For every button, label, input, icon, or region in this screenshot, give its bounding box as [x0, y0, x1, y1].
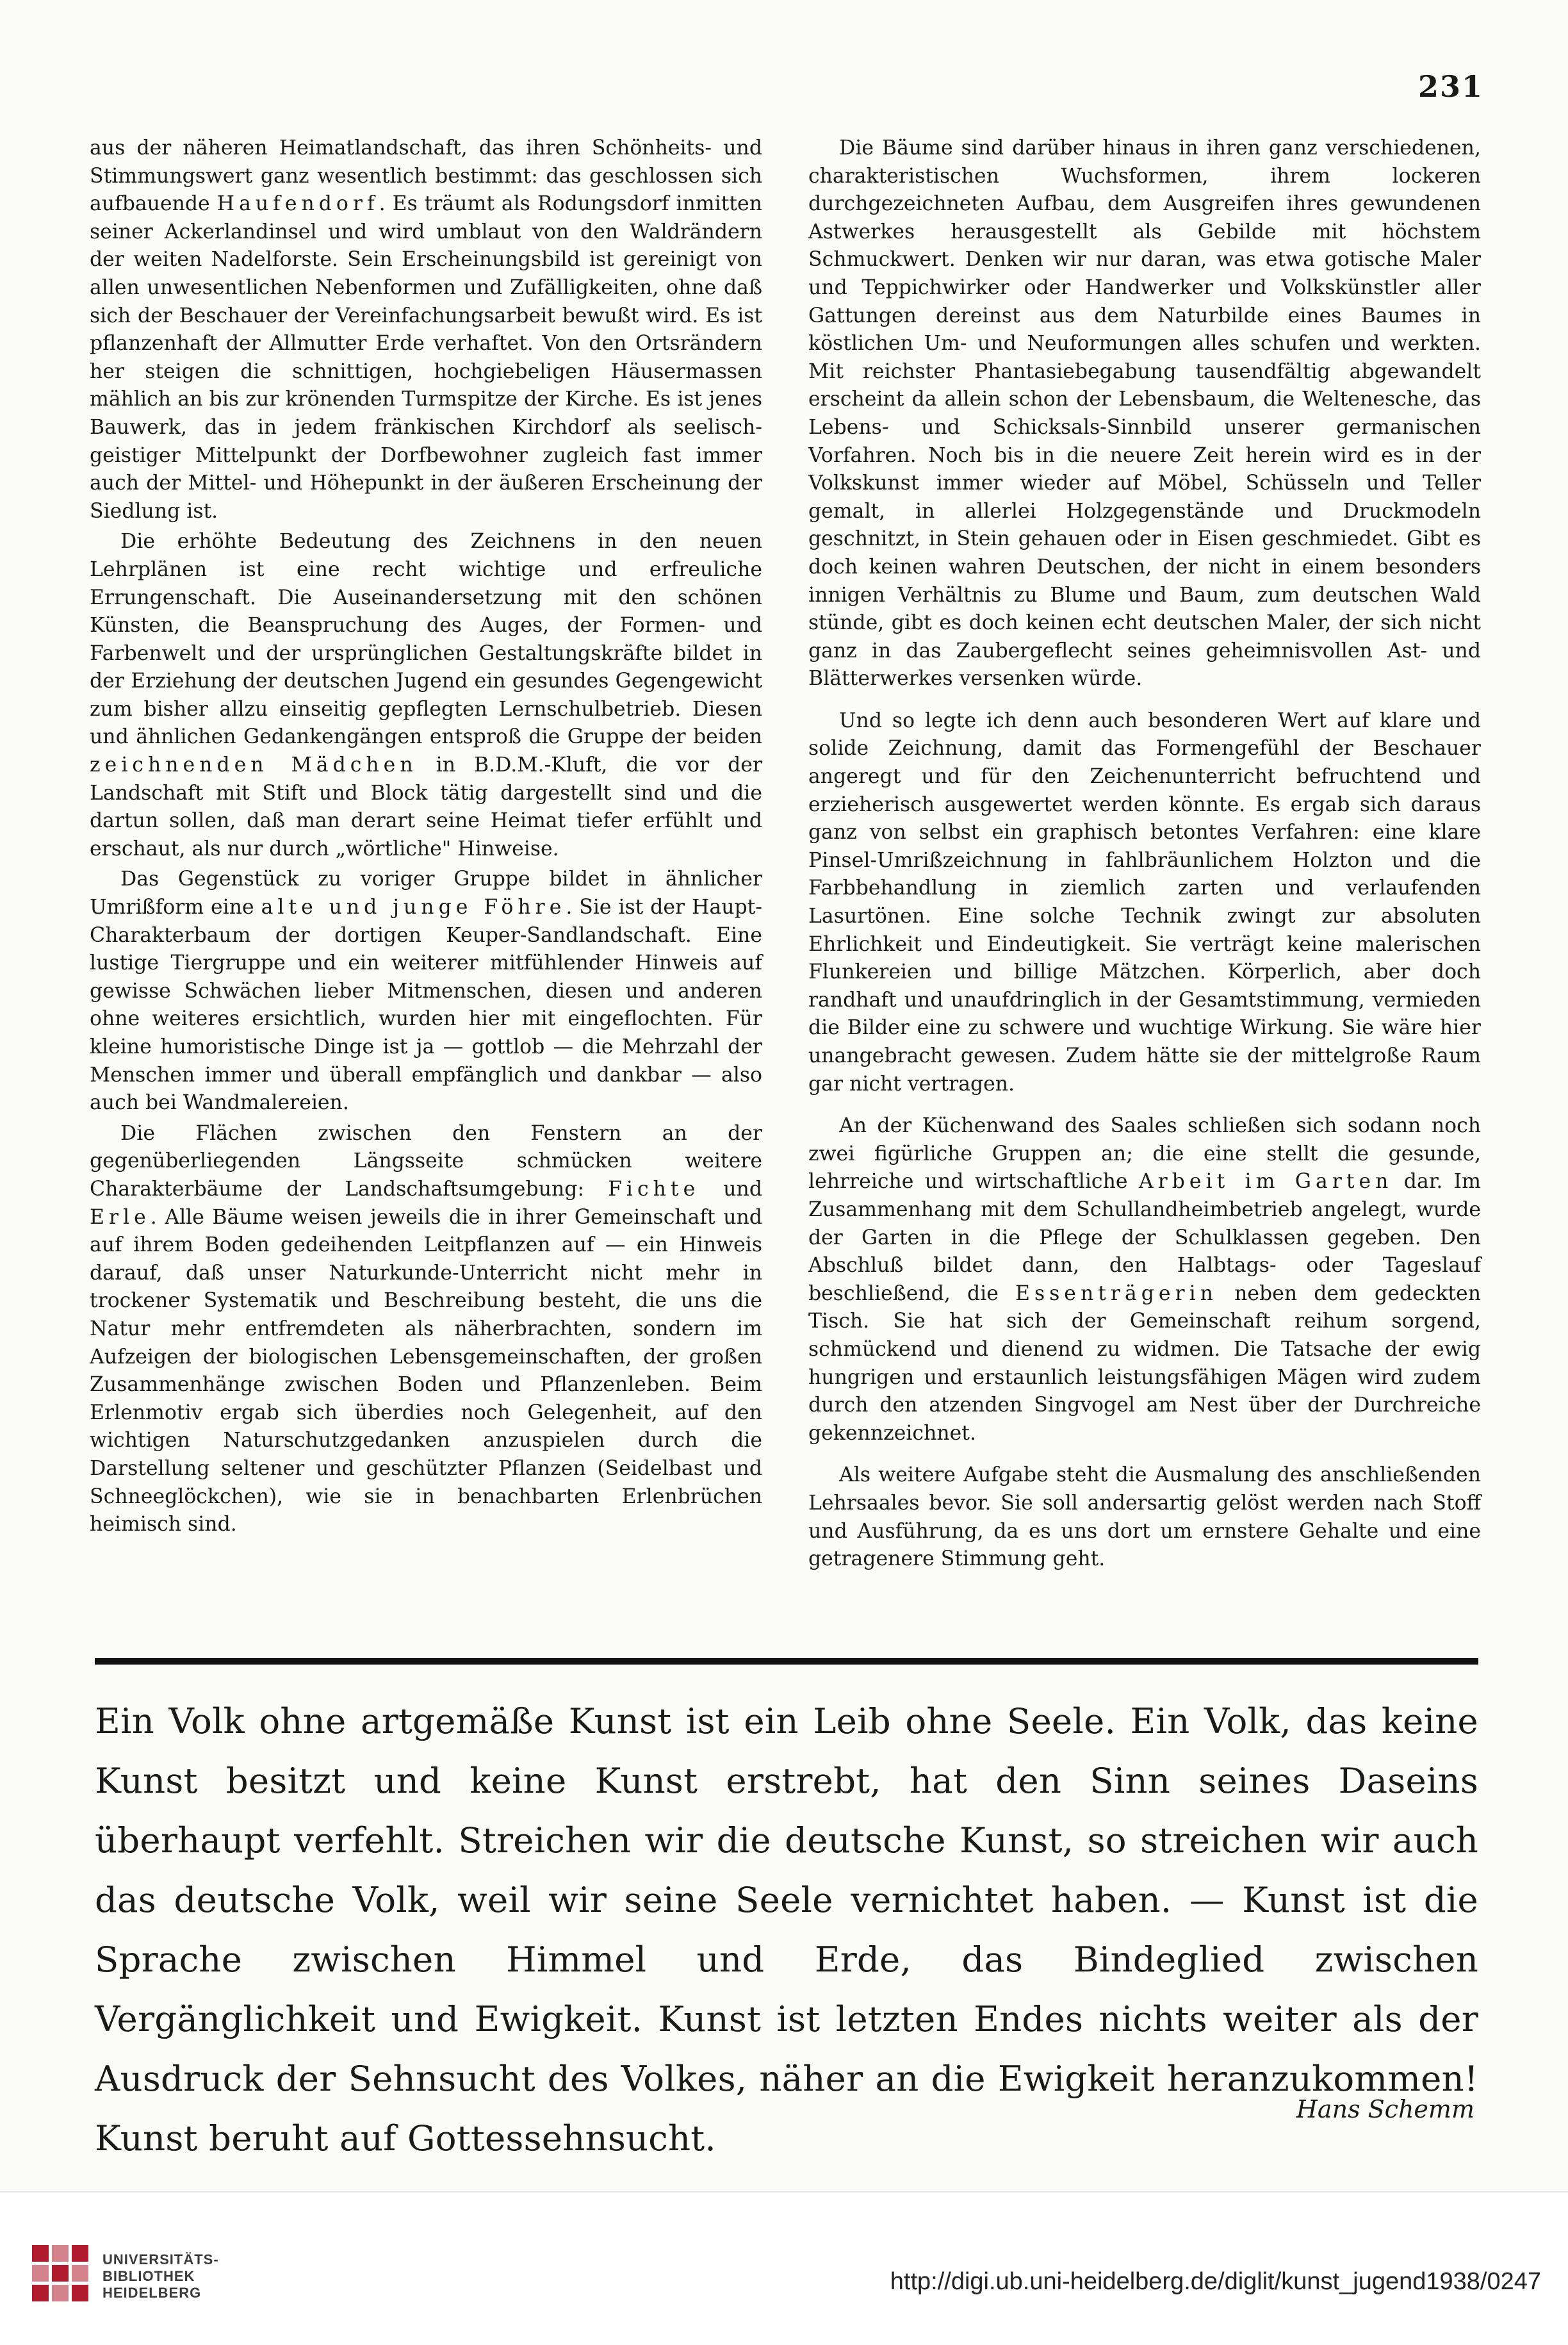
paragraph-text: in B.D.M.-Kluft, die vor der Landschaft mit Stift und Block tätig dargestellt sind und die dartun sollen, daß man derart seine Heimat tiefer erfühlt und erschaut, als nur durch „wörtliche" Hinweise.: [90, 753, 763, 860]
library-name-line: UNIVERSITÄTS-: [102, 2251, 219, 2267]
paragraph: [808, 707, 1481, 1098]
page-number: 231: [1417, 69, 1483, 104]
footer-bar: [0, 2191, 1568, 2345]
emphasized-text: alte und junge Föhre: [261, 896, 566, 919]
paragraph-text: aus der näheren Heimatlandschaft, das ihren Schönheits- und Stimmungswert ganz wesentlich bestimmt: das geschlossen sich aufbauende: [90, 136, 762, 216]
quote-text: Ein Volk ohne artgemäße Kunst ist ein Leib ohne Seele. Ein Volk, das keine Kunst besitzt und keine Kunst erstrebt, hat den Sinn seines Daseins überhaupt verfehlt. Streichen wir die deutsche Kunst, so streichen wir auch das deutsche Volk, weil wir seine Seele vernichtet haben. — Kunst ist die Sprache zwischen Himmel und Erde, das Bindeglied zwischen Vergänglichkeit und Ewigkeit. Kunst ist letzten Endes nichts weiter als der Ausdruck der Sehnsucht des Volkes, näher an die Ewigkeit heranzukommen! Kunst beruht auf Gottessehnsucht.: [95, 1700, 1478, 2159]
paragraph-text: Und so legte ich denn auch besonderen Wert auf klare und solide Zeichnung, damit das Formengefühl der Beschauer angeregt und für den Zeichenunterricht befruchtend und erzieherisch ausgewertet werden könnte. Es ergab sich daraus ganz von selbst ein graphisch betontes Verfahren: eine klare Pinsel-Umrißzeichnung in fahlbräunlichem Holzton und die Farbbehandlung in ziemlich zarten und verlaufenden Lasurtönen. Eine solche Technik zwingt zur absoluten Ehrlichkeit und Eindeutigkeit. Sie verträgt keine malerischen Flunkereien und billige Mätzchen. Körperlich, aber doch randhaft und unaufdringlich in der Gesamtstimmung, vermieden die Bilder eine zu schwere und wuchtige Wirkung. Sie wäre hier unangebracht gewesen. Zudem hätte sie der mittelgroße Raum gar nicht vertragen.: [808, 709, 1481, 1096]
paragraph-text: und: [699, 1177, 762, 1201]
library-name-line: HEIDELBERG: [102, 2285, 202, 2301]
paragraph: [90, 866, 762, 1117]
library-name: [102, 2251, 219, 2301]
emphasized-text: Haufendorf: [216, 192, 379, 216]
paragraph-text: Die erhöhte Bedeutung des Zeichnens in den neuen Lehrplänen ist eine recht wichtige und erfreuliche Errungenschaft. Die Auseinandersetzung mit den schönen Künsten, die Beanspruchung des Auges, der Formen- und Farbenwelt und der ursprünglichen Gestaltungskräfte bildet in der Erziehung der deutschen Jugend ein gesundes Gegengewicht zum bisher allzu einseitig gepflegten Lernschulbetrieb. Diesen und ähnlichen Gedankengängen entsproß die Gruppe der beiden: [90, 530, 762, 749]
paragraph: [90, 135, 762, 525]
paragraph: [90, 528, 762, 863]
article-columns: [90, 135, 1481, 1621]
emphasized-text: zeichnenden Mädchen: [90, 753, 418, 777]
paragraph-text: Das Gegenstück zu voriger Gruppe bildet in ähnlicher Umrißform eine: [90, 868, 762, 919]
paragraph-text: An der Küchenwand des Saales schließen sich sodann noch zwei figürliche Gruppen an; die eine stellt die gesunde, lehrreiche und wirtschaftliche: [808, 1114, 1481, 1194]
paragraph-text: neben dem gedeckten Tisch. Sie hat sich der Gemeinschaft reihum sorgend, schmückend und dienend zu widmen. Die Tatsache der ewig hungrigen und erstaunlich leistungsfähigen Mägen wird zudem durch den atzenden Singvogel am Nest über der Durchreiche gekennzeichnet.: [808, 1281, 1481, 1445]
paragraph: [90, 1120, 762, 1539]
paragraph-text: . Alle Bäume weisen jeweils die in ihrer Gemeinschaft und auf ihrem Boden gedeihenden Leitpflanzen auf — ein Hinweis darauf, daß unser Naturkunde-Unterricht nicht mehr in trockener Systematik und Beschreibung besteht, die uns die Natur mehr entfremdeten als näherbrachten, sondern im Aufzeigen der biologischen Lebensgemeinschaften, der großen Zusammenhänge zwischen Boden und Pflanzenleben. Beim Erlenmotiv ergab sich überdies noch Gelegenheit, auf den wichtigen Naturschutzgedanken anzuspielen durch die Darstellung seltener und geschützter Pflanzen (Seidelbast und Schneeglöckchen), wie sie in benachbarten Erlenbrüchen heimisch sind.: [90, 1205, 762, 1536]
library-name-line: BIBLIOTHEK: [102, 2268, 195, 2284]
paragraph: [808, 1461, 1481, 1573]
paragraph-text: dar. Im Zusammenhang mit dem Schullandheimbetrieb angelegt, wurde der Garten in die Pflege der Schulklassen gegeben. Den Abschluß bildet dann, den Halbtags- oder Tageslauf beschließend, die: [808, 1170, 1481, 1305]
quote-author: Hans Schemm: [1296, 2095, 1474, 2123]
emphasized-text: Arbeit im Garten: [1138, 1170, 1393, 1194]
paragraph: [808, 135, 1481, 693]
paragraph-text: Als weitere Aufgabe steht die Ausmalung des anschließenden Lehrsaales bevor. Sie soll andersartig gelöst werden nach Stoff und Ausführung, da es uns dort um ernstere Gehalte und eine getragenere Stimmung geht.: [808, 1463, 1481, 1571]
emphasized-text: Essenträgerin: [1015, 1281, 1218, 1305]
permalink-url[interactable]: http://digi.ub.uni-heidelberg.de/diglit/kunst_jugend1938/0247: [890, 2268, 1541, 2295]
emphasized-text: Fichte: [608, 1177, 700, 1201]
paragraph-text: . Sie ist der Haupt-Charakterbaum der dortigen Keuper-Sandlandschaft. Eine lustige Tiergruppe und ein weiterer mitfühlender Hinweis auf gewisse Schwächen lieber Mitmenschen, diesen und anderen ohne weiteres ersichtlich, wurden hier mit eingeflochten. Für kleine humoristische Dinge ist ja — gottlob — die Mehrzahl der Menschen immer und überall empfänglich und dankbar — also auch bei Wandmalereien.: [90, 896, 762, 1115]
paragraph-text: Die Bäume sind darüber hinaus in ihren ganz verschiedenen, charakteristischen Wuchsformen, ihrem lockeren durchgezeichneten Aufbau, dem Ausgreifen ihres gewundenen Astwerkes herausgestellt als Gebilde mit höchstem Schmuckwert. Denken wir nur daran, was etwa gotische Maler und Teppichwirker oder Handwerker und Volkskünstler aller Gattungen dereinst aus dem Naturbilde eines Baumes in köstlichen Um- und Neuformungen alles schufen und werkten. Mit reichster Phantasiebegabung tausendfältig abgewandelt erscheint da allein schon der Lebensbaum, die Weltenesche, das Lebens- und Schicksals-Sinnbild unserer germanischen Vorfahren. Noch bis in die neuere Zeit herein wird es in der Volkskunst immer wieder auf Möbel, Schüsseln und Teller gemalt, in allerlei Holzgegenstände und Druckmodeln geschnitzt, in Stein gehauen oder in Eisen geschmiedet. Gibt es doch keinen wahren Deutschen, der nicht in einem besonders innigen Verhältnis zu Blume und Baum, zum deutschen Wald stünde, gibt es doch keinen echt deutschen Maler, der sich nicht ganz in das Zaubergeflecht seines geheimnisvollen Ast- und Blätterwerkes versenken würde.: [808, 136, 1481, 691]
paragraph: [808, 1112, 1481, 1447]
university-library-logo-icon: [29, 2242, 91, 2304]
left-column: [90, 135, 762, 1621]
paragraph-text: . Es träumt als Rodungsdorf inmitten seiner Ackerlandinsel und wird umblaut von den Waldrändern der weiten Nadelforste. Sein Erscheinungsbild ist gereinigt von allen unwesentlichen Nebenformen und Zufälligkeiten, ohne daß sich der Beschauer der Vereinfachungsarbeit bewußt wird. Es ist pflanzenhaft der Allmutter Erde verhaftet. Von den Ortsrändern her steigen die schnittigen, hochgiebeligen Häusermassen mählich an bis zur krönenden Turmspitze der Kirche. Es ist jenes Bauwerk, das in jedem fränkischen Kirchdorf als seelisch-geistiger Mittelpunkt der Dorfbewohner zugleich fast immer auch der Mittel- und Höhepunkt in der äußeren Erscheinung der Siedlung ist.: [90, 192, 762, 523]
emphasized-text: Erle: [90, 1205, 151, 1229]
right-column: [808, 135, 1481, 1621]
horizontal-rule: [95, 1658, 1478, 1665]
paragraph-text: Die Flächen zwischen den Fenstern an der gegenüberliegenden Längsseite schmücken weitere Charakterbäume der Landschaftsumgebung:: [90, 1121, 762, 1201]
